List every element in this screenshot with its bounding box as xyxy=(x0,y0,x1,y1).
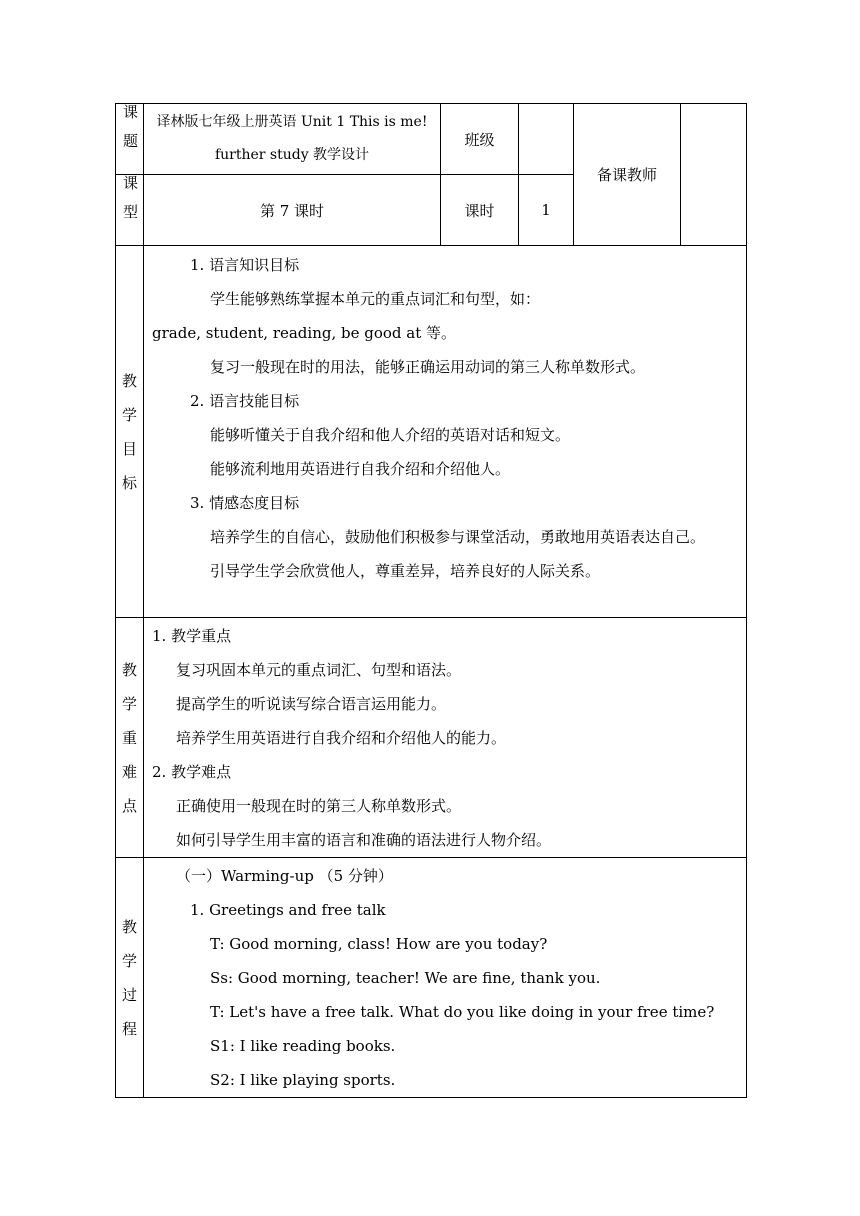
type-value: 第 7 课时 xyxy=(144,175,441,246)
objective-line: 能够听懂关于自我介绍和他人介绍的英语对话和短文。 xyxy=(210,426,571,444)
objectives-label: 教 学 目 标 xyxy=(116,246,144,618)
key-points-label: 教 学 重 难 点 xyxy=(116,618,144,858)
key-points-row xyxy=(116,618,747,858)
process-line: S2: I like playing sports. xyxy=(210,1071,396,1089)
teacher-label: 备课教师 xyxy=(574,104,681,246)
process-line: Ss: Good morning, teacher! We are fine, thank you. xyxy=(210,969,601,987)
objective-line: 学生能够熟练掌握本单元的重点词汇和句型，如： xyxy=(210,290,541,308)
objective-line: 培养学生的自信心，鼓励他们积极参与课堂活动，勇敢地用英语表达自己。 xyxy=(210,528,706,546)
process-line: T: Good morning, class! How are you today? xyxy=(210,935,548,953)
objective-line: 2. 语言技能目标 xyxy=(190,392,300,410)
class-value xyxy=(519,104,574,175)
objective-line: 3. 情感态度目标 xyxy=(190,494,300,512)
process-label: 教 学 过 程 xyxy=(116,858,144,1098)
objective-line: 1. 语言知识目标 xyxy=(190,256,300,274)
objectives-row xyxy=(116,246,747,618)
key-point-line: 如何引导学生用丰富的语言和准确的语法进行人物介绍。 xyxy=(176,831,552,849)
key-points-content xyxy=(144,618,747,858)
process-line: T: Let's have a free talk. What do you like doing in your free time? xyxy=(210,1003,715,1021)
key-point-line: 正确使用一般现在时的第三人称单数形式。 xyxy=(176,797,462,815)
process-content xyxy=(144,858,747,1098)
objective-line: grade, student, reading, be good at 等。 xyxy=(152,324,457,342)
course-label: 课题 xyxy=(121,104,139,162)
key-point-line: 提高学生的听说读写综合语言运用能力。 xyxy=(176,695,447,713)
class-label: 班级 xyxy=(441,104,519,175)
course-label-cell xyxy=(116,104,144,175)
process-row xyxy=(116,858,747,1098)
type-label-cell xyxy=(116,175,144,246)
key-point-line: 1. 教学重点 xyxy=(152,627,232,645)
objective-line: 复习一般现在时的用法，能够正确运用动词的第三人称单数形式。 xyxy=(210,358,646,376)
lesson-plan-sheet xyxy=(115,103,746,1098)
process-line: （一）Warming-up （5 分钟） xyxy=(176,867,393,885)
course-title: 译林版七年级上册英语 Unit 1 This is me! further study 教学设计 xyxy=(144,104,441,175)
key-point-line: 培养学生用英语进行自我介绍和介绍他人的能力。 xyxy=(176,729,507,747)
key-point-line: 复习巩固本单元的重点词汇、句型和语法。 xyxy=(176,661,462,679)
objective-line: 引导学生学会欣赏他人，尊重差异，培养良好的人际关系。 xyxy=(210,562,601,580)
process-line: S1: I like reading books. xyxy=(210,1037,396,1055)
teacher-value xyxy=(681,104,747,246)
objectives-content xyxy=(144,246,747,618)
period-label: 课时 xyxy=(441,175,519,246)
process-line: 1. Greetings and free talk xyxy=(190,901,386,919)
type-label: 课型 xyxy=(121,175,139,233)
course-title-row xyxy=(116,104,747,175)
key-point-line: 2. 教学难点 xyxy=(152,763,232,781)
objective-line: 能够流利地用英语进行自我介绍和介绍他人。 xyxy=(210,460,511,478)
period-value: 1 xyxy=(519,175,574,246)
lesson-plan-table xyxy=(115,103,747,1098)
